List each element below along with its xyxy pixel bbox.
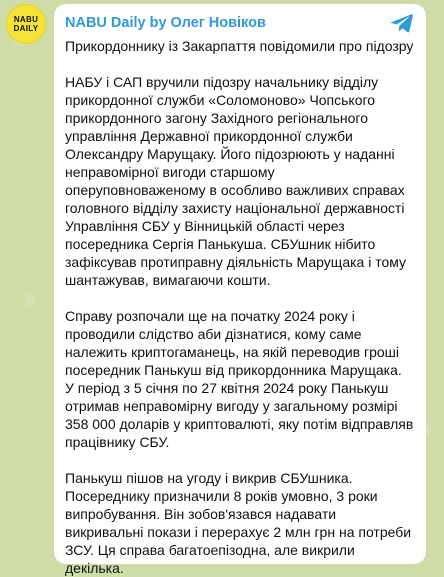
message-bubble <box>54 4 426 576</box>
post-paragraph-1: НАБУ і САП вручили підозру начальнику відділу прикордонної служби «Соломоново» Чопського прикордонного загону Західного регіонального управління Державної прикордонної служби Олександру Марущаку. Його підозрюють у наданні неправомірної вигоди старшому оперуповноваженому в особливо важливих справах головного відділу захисту національної державності Управління СБУ у Вінницькій області через посередника Сергія Панькуша. СБУшник нібито зафіксував протиправну діяльність Марущака і тому шантажував, вимагаючи кошти. <box>65 74 407 288</box>
avatar-line2: DAILY <box>13 24 39 33</box>
post-paragraph-3: Панькуш пішов на угоду і викрив СБУшника. Посереднику призначили 8 років умовно, 3 роки випробування. Він зобов'язався надавати викривальні покази і перерахує 2 млн грн на потреби ЗСУ. Ця справа багатоепізодна, але викрили декілька. <box>65 470 412 576</box>
post-title: Прикордоннику із Закарпаття повідомили про підозру <box>65 38 414 54</box>
message-header <box>65 13 414 35</box>
channel-name[interactable]: NABU Daily by Олег Новіков <box>65 15 266 31</box>
post-paragraph-2: Справу розпочали ще на початку 2024 року і проводили слідство аби дізнатися, кому саме належить криптогаманець, на якій переводив гроші посередник Панькуш від прикордонника Марущака. У період з 5 січня по 27 квітня 2024 року Панькуш отримав неправомірну вигоду у загальному розмірі 358 000 доларів у криптовалюті, яку потім відправляв працівнику СБУ. <box>65 308 414 450</box>
channel-avatar[interactable] <box>6 4 46 44</box>
telegram-icon[interactable] <box>390 12 414 34</box>
avatar-line1: NABU <box>13 15 39 24</box>
